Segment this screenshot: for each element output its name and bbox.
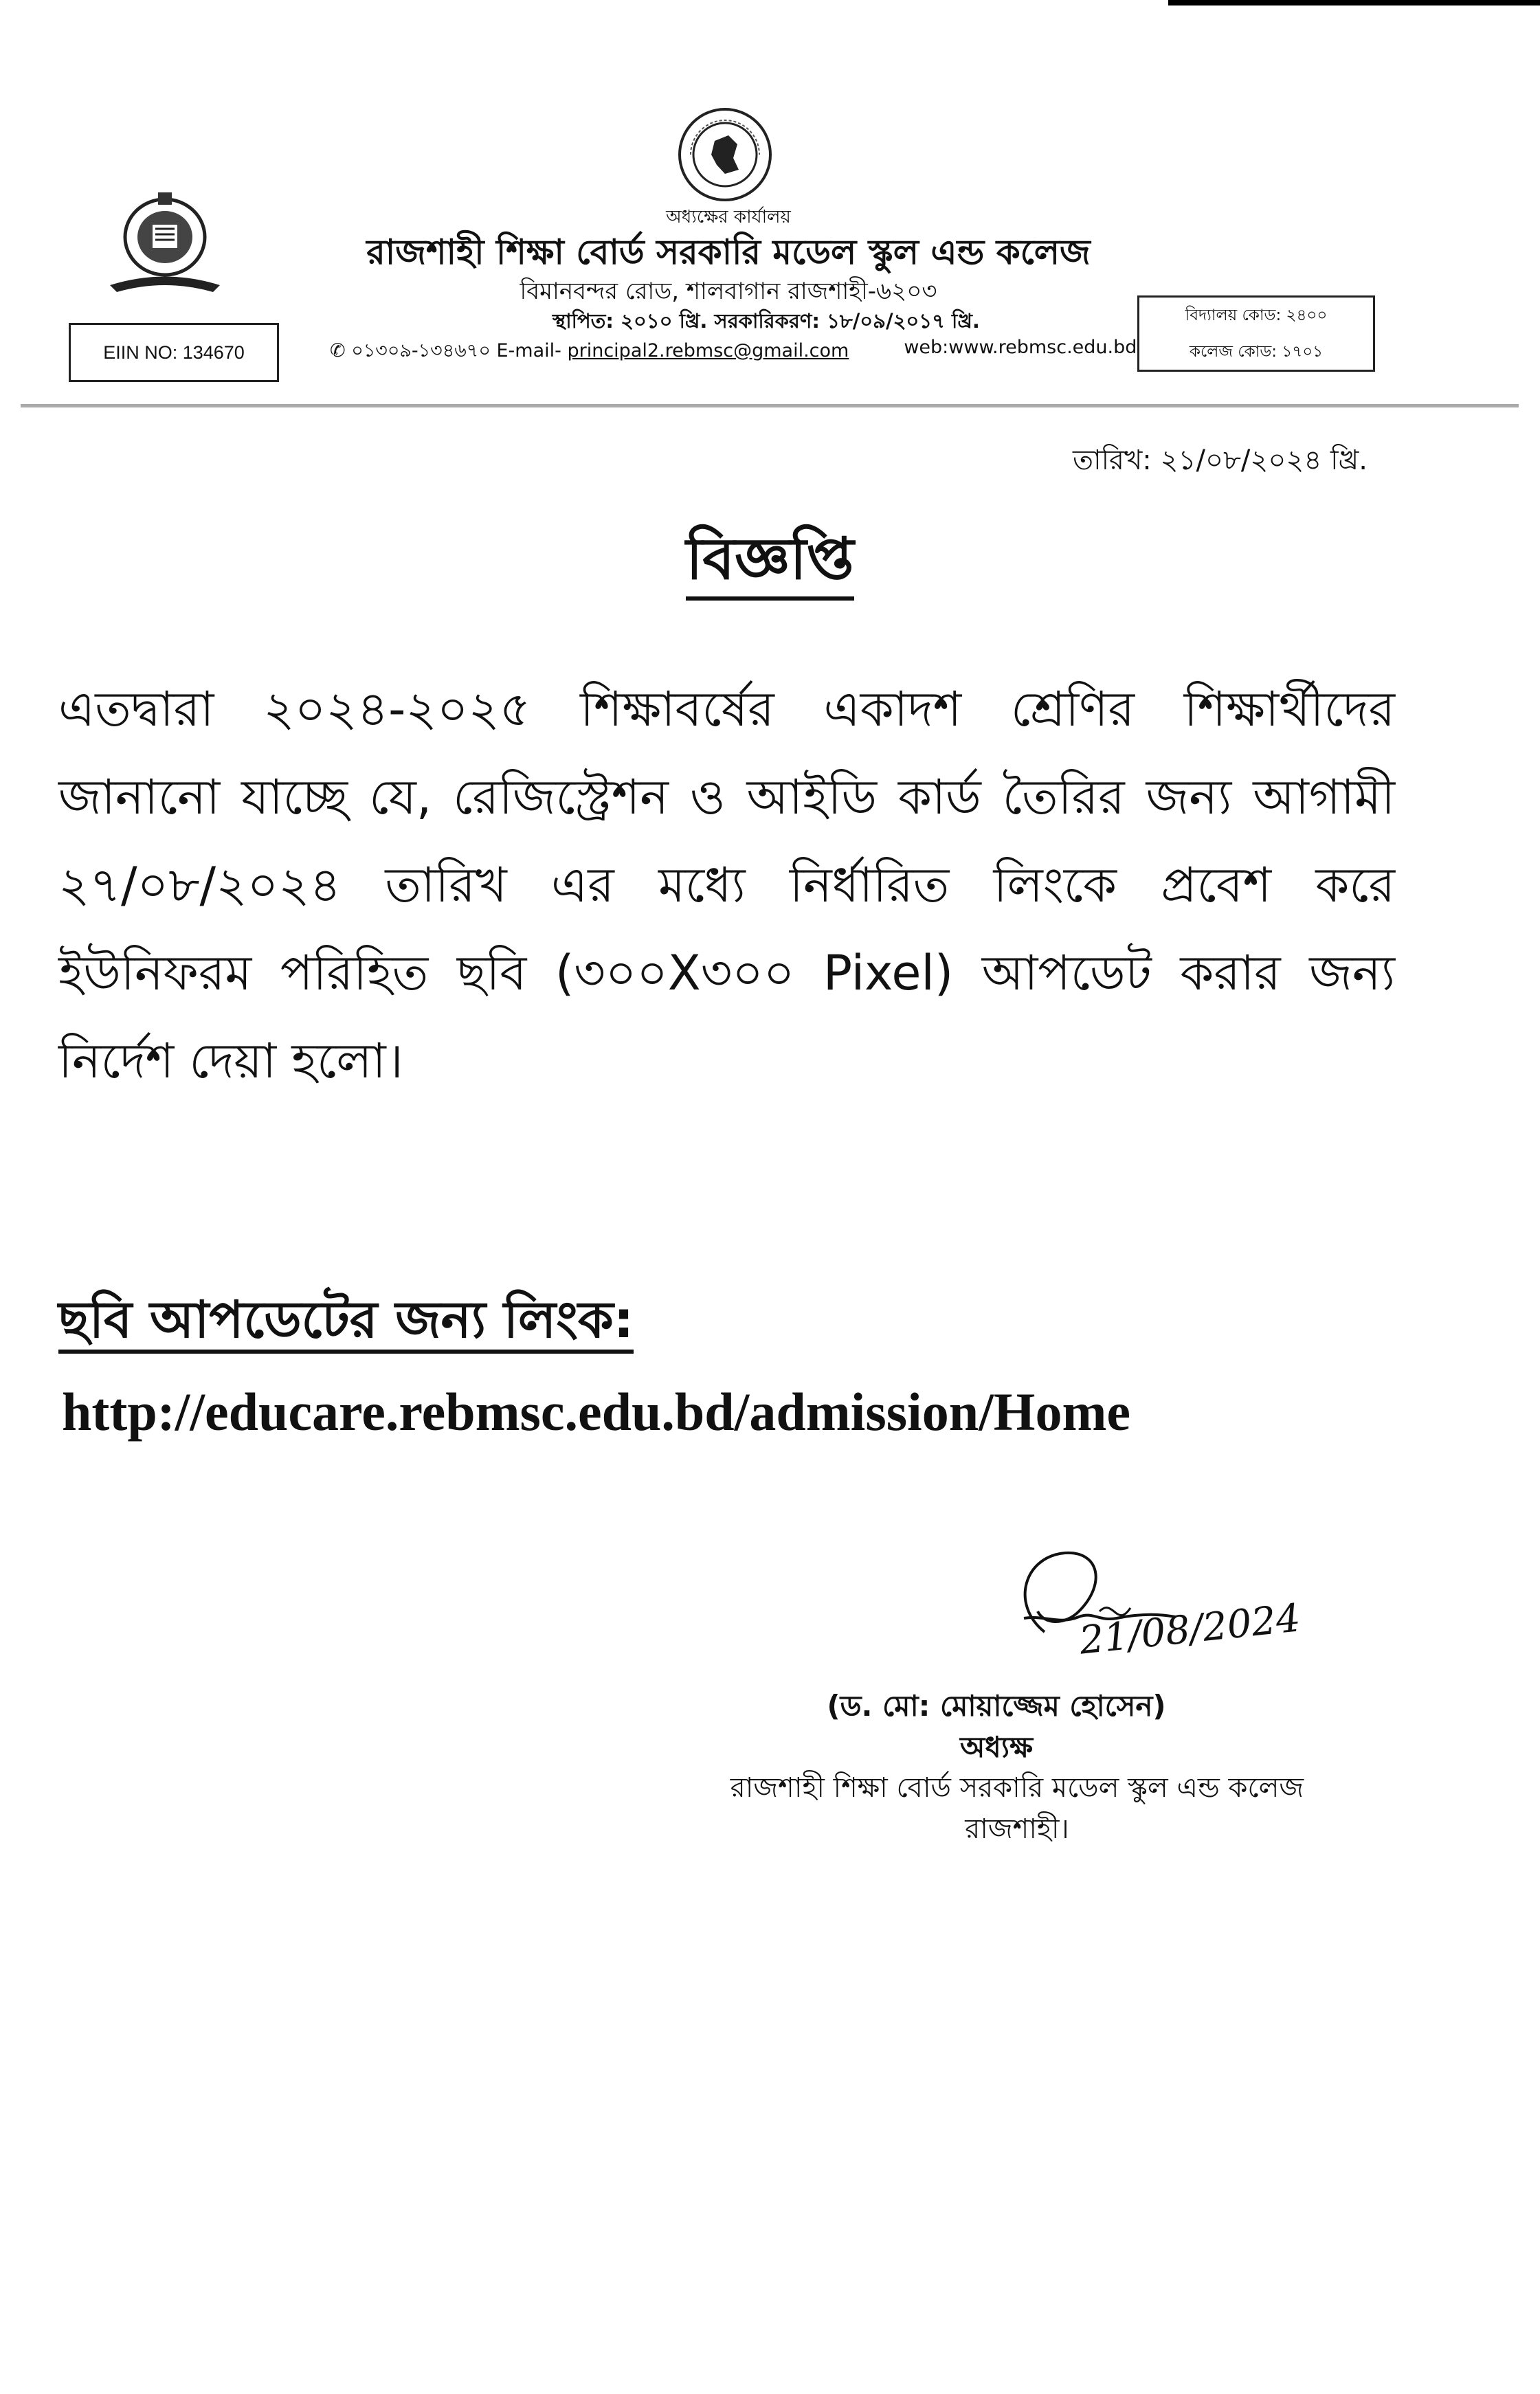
notice-body: এতদ্বারা ২০২৪-২০২৫ শিক্ষাবর্ষের একাদশ শ্রেণির শিক্ষার্থীদের জানানো যাচ্ছে যে, রেজিস্ট্রেশন ও আইডি কার্ড তৈরির জন্য আগামী ২৭/০৮/২০২৪ তারিখ এর মধ্যে নির্ধারিত লিংকে প্রবেশ করে ইউনিফরম পরিহিত ছবি (৩০০X৩০০ Pixel) আপডেট করার জন্য নির্দেশ দেয়া হলো।: [58, 681, 1395, 1089]
photo-update-link[interactable]: http://educare.rebmsc.edu.bd/admission/Home: [62, 1382, 1131, 1442]
website-link[interactable]: web:www.rebmsc.edu.bd: [904, 337, 1137, 358]
link-heading: ছবি আপডেটের জন্য লিংক:: [58, 1282, 883, 1366]
signatory-title: অধ্যক্ষ: [959, 1730, 1034, 1764]
phone-email-label: ✆ ০১৩০৯-১৩৪৬৭০ E-mail- principal2.rebmsc@gmail.com: [330, 340, 849, 361]
school-address: বিমানবন্দর রোড, শালবাগান রাজশাহী-৬২০৩: [520, 278, 937, 305]
government-seal-icon: [677, 107, 773, 203]
contact-line: [330, 337, 1137, 368]
signatory-name: (ড. মো: মোয়াজ্জেম হোসেন): [827, 1689, 1166, 1723]
scan-top-edge: [1168, 0, 1540, 5]
school-logo-icon: [103, 189, 227, 299]
eiin-number: EIIN NO: 134670: [103, 342, 245, 363]
signature-date: 21/08/2024: [1077, 1596, 1303, 1664]
office-title: অধ্যক্ষের কার্যালয়: [666, 207, 791, 227]
header-divider: [21, 404, 1519, 407]
email-link[interactable]: principal2.rebmsc@gmail.com: [567, 340, 849, 361]
school-name: রাজশাহী শিক্ষা বোর্ড সরকারি মডেল স্কুল এন্ড কলেজ: [366, 232, 1091, 272]
eiin-box: [69, 323, 279, 382]
institution-codes-box: [1137, 295, 1375, 372]
signatory-city: রাজশাহী।: [965, 1813, 1069, 1845]
notice-date: তারিখ: ২১/০৮/২০২৪ খ্রি.: [1072, 445, 1368, 476]
college-code: কলেজ কোড: ১৭০১: [1189, 342, 1324, 361]
establishment-info: স্থাপিত: ২০১০ খ্রি. সরকারিকরণ: ১৮/০৯/২০১৭ খ্রি.: [553, 309, 980, 333]
notice-title: বিজ্ঞপ্তি: [0, 514, 1540, 611]
signatory-organization: রাজশাহী শিক্ষা বোর্ড সরকারি মডেল স্কুল এন্ড কলেজ: [730, 1772, 1304, 1804]
school-code: বিদ্যালয় কোড: ২৪০০: [1185, 306, 1328, 324]
